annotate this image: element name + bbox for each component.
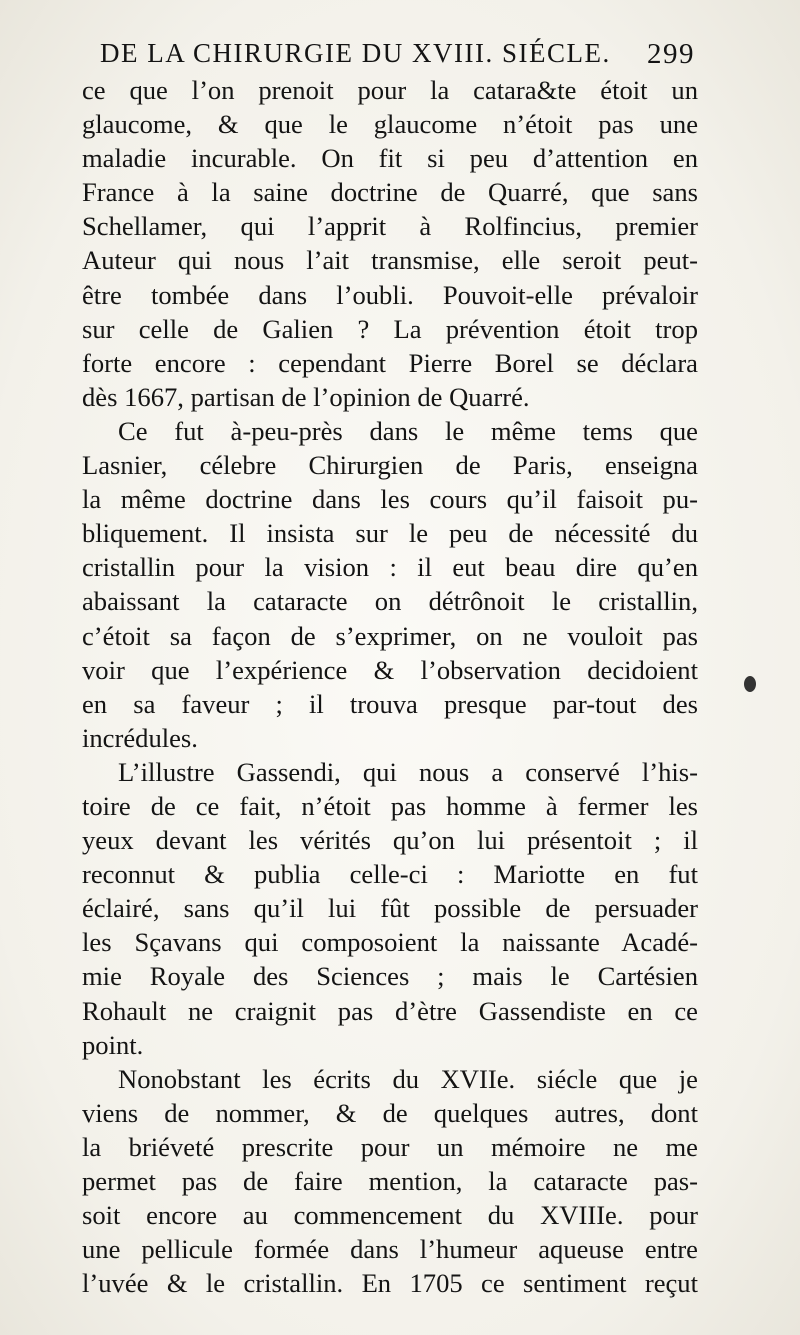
text-line: L’illustre Gassendi, qui nous a conservé l’his- [118,756,698,787]
text-line: Lasnier, célebre Chirurgien de Paris, enseigna [82,450,698,481]
text-line: dès 1667, partisan de l’opinion de Quarré. [82,381,530,412]
running-title: DE LA CHIRURGIE DU XVIII. SIÉCLE. [100,38,611,68]
text-line: être tombée dans l’oubli. Pouvoit-elle prévaloir [82,279,698,310]
text-line: permet pas de faire mention, la cataracte pas- [82,1166,698,1196]
text-line: en sa faveur ; il trouva presque par-tout des [82,688,698,719]
text-line: les Sçavans qui composoient la naissante Acadé- [82,927,698,958]
text-line: maladie incurable. On fit si peu d’attention en [82,143,698,174]
text-line: la briéveté prescrite pour un mémoire ne me [82,1131,698,1162]
text-line: l’uvée & le cristallin. En 1705 ce sentiment reçut [82,1268,698,1299]
text-line: Auteur qui nous l’ait transmise, elle seroit peut- [82,245,698,276]
text-line: la même doctrine dans les cours qu’il faisoit pu- [82,484,698,515]
text-line: toire de ce fait, n’étoit pas homme à fermer les [82,790,698,821]
text-line: glaucome, & que le glaucome n’étoit pas une [82,109,698,140]
ink-speck [744,676,756,692]
text-line: bliquement. Il insista sur le peu de nécessité du [82,518,698,549]
body-text [82,73,698,1300]
text-line: sur celle de Galien ? La prévention étoit trop [82,313,698,344]
text-line: Rohault ne craignit pas d’ètre Gassendiste en ce [82,995,698,1026]
text-line: ce que l’on prenoit pour la catara&te étoit un [82,75,698,105]
text-line: une pellicule formée dans l’humeur aqueuse entre [82,1234,698,1265]
text-line: incrédules. [82,722,198,753]
page-number: 299 [647,38,695,70]
text-line: abaissant la cataracte on détrônoit le cristallin, [82,586,698,617]
text-line: yeux devant les vérités qu’on lui présentoit ; il [82,825,698,856]
text-line: éclairé, sans qu’il lui fût possible de persuader [82,893,698,924]
text-line: mie Royale des Sciences ; mais le Cartésien [82,961,698,992]
text-line: point. [82,1029,144,1060]
text-line: Schellamer, qui l’apprit à Rolfincius, premier [82,211,698,242]
text-line: Nonobstant les écrits du XVIIe. siécle que je [118,1063,698,1094]
text-line: c’étoit sa façon de s’exprimer, on ne vouloit pas [82,620,698,651]
text-line: voir que l’expérience & l’observation decidoient [82,654,698,685]
text-line: soit encore au commencement du XVIIIe. pour [82,1200,698,1231]
text-line: forte encore : cependant Pierre Borel se déclara [82,347,698,378]
text-line: France à la saine doctrine de Quarré, que sans [82,177,698,208]
text-line: cristallin pour la vision : il eut beau dire qu’en [82,552,698,583]
text-line: viens de nommer, & de quelques autres, dont [82,1097,698,1128]
text-line: reconnut & publia celle-ci : Mariotte en fut [82,859,698,890]
text-line: Ce fut à-peu-près dans le même tems que [118,415,698,446]
running-header [100,38,695,78]
